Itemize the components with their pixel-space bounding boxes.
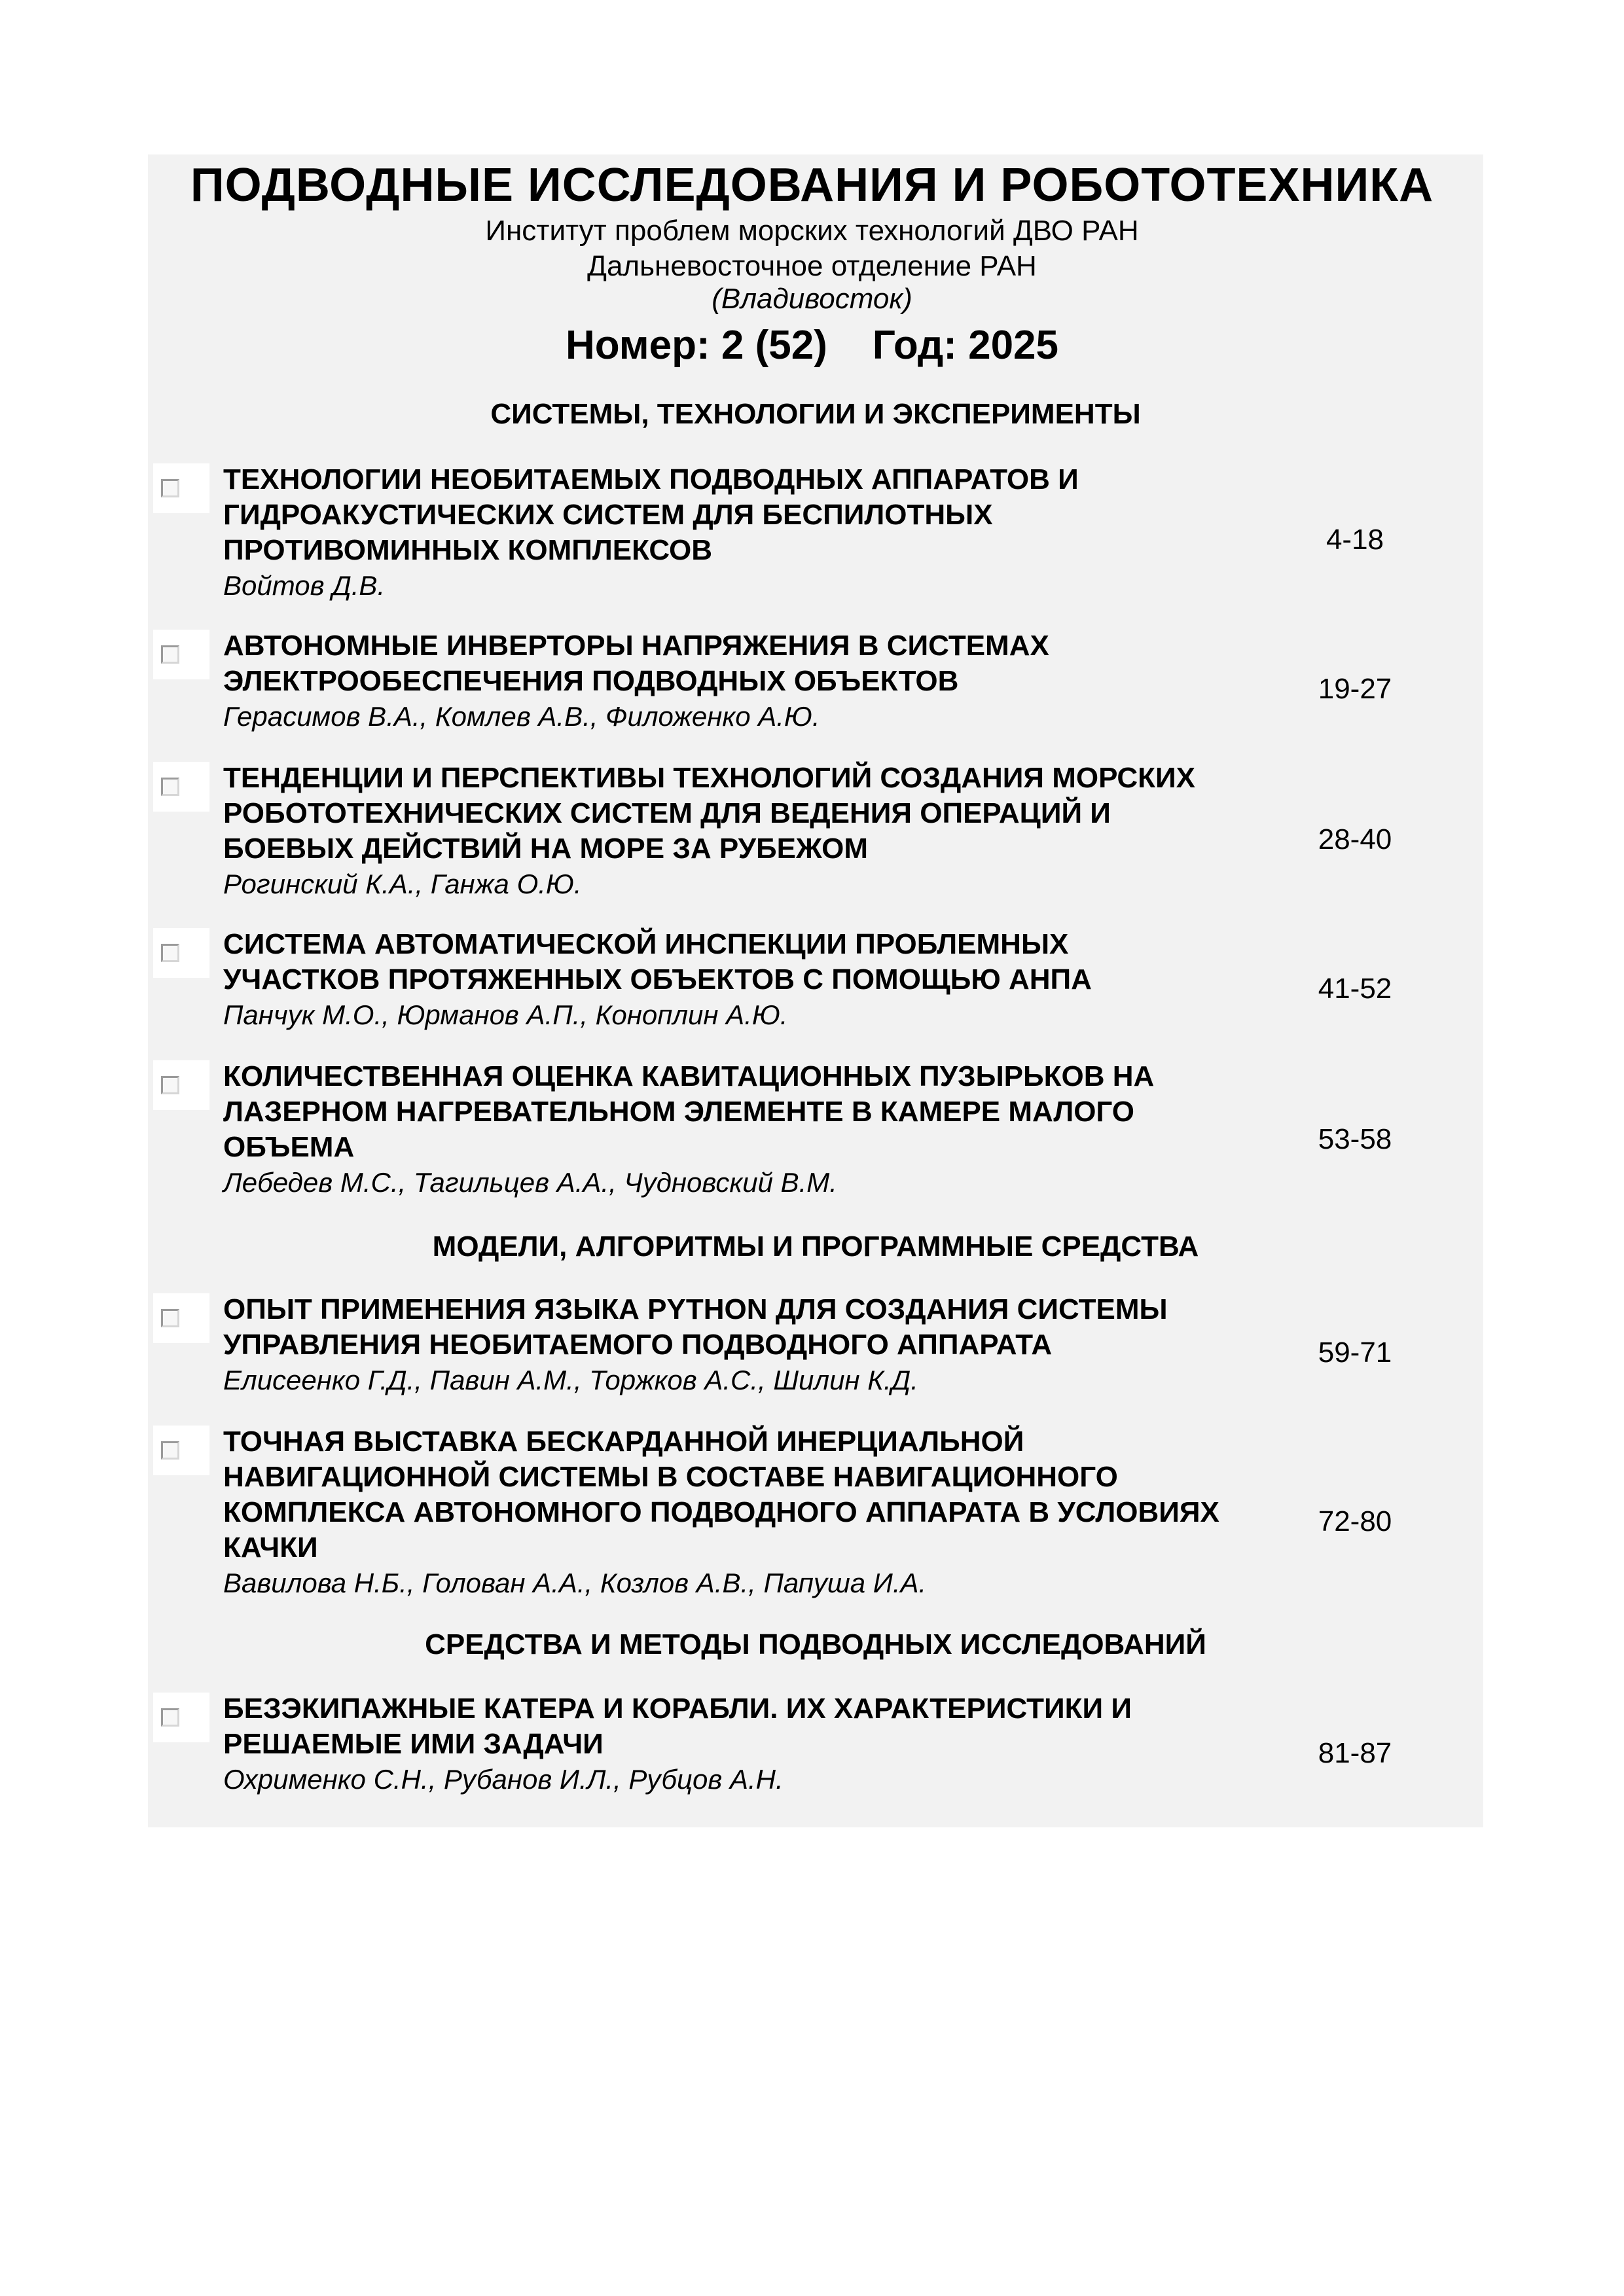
- article-pages: 41-52: [1318, 973, 1392, 1005]
- checkbox-icon: [161, 1441, 179, 1460]
- article-authors: Охрименко С.Н., Рубанов И.Л., Рубцов А.Н.: [223, 1764, 784, 1795]
- article-pages: 81-87: [1318, 1737, 1392, 1769]
- section-heading: СРЕДСТВА И МЕТОДЫ ПОДВОДНЫХ ИССЛЕДОВАНИЙ: [425, 1628, 1206, 1660]
- checkbox-icon: [161, 1309, 179, 1327]
- article-checkbox[interactable]: [153, 1426, 209, 1475]
- institute-name: Институт проблем морских технологий ДВО РАН: [485, 215, 1139, 247]
- checkbox-icon: [161, 778, 179, 796]
- article-authors: Лебедев М.С., Тагильцев А.А., Чудновский В.М.: [223, 1167, 837, 1198]
- article-pages: 28-40: [1318, 823, 1392, 855]
- article-title[interactable]: ОПЫТ ПРИМЕНЕНИЯ ЯЗЫКА PYTHON ДЛЯ СОЗДАНИЯ СИСТЕМЫ УПРАВЛЕНИЯ НЕОБИТАЕМОГО ПОДВОДНОГО АППАРАТА: [223, 1293, 1168, 1361]
- article-title[interactable]: ТЕНДЕНЦИИ И ПЕРСПЕКТИВЫ ТЕХНОЛОГИЙ СОЗДАНИЯ МОРСКИХ РОБОТОТЕХНИЧЕСКИХ СИСТЕМ ДЛЯ ВЕДЕНИЯ ОПЕРАЦИЙ И БОЕВЫХ ДЕЙСТВИЙ НА МОРЕ ЗА РУБЕЖОМ: [223, 762, 1195, 865]
- section-heading: СИСТЕМЫ, ТЕХНОЛОГИИ И ЭКСПЕРИМЕНТЫ: [490, 398, 1141, 430]
- article-authors: Герасимов В.А., Комлев А.В., Филоженко А.Ю.: [223, 701, 820, 732]
- article-title[interactable]: СИСТЕМА АВТОМАТИЧЕСКОЙ ИНСПЕКЦИИ ПРОБЛЕМНЫХ УЧАСТКОВ ПРОТЯЖЕННЫХ ОБЪЕКТОВ С ПОМОЩЬЮ АНПА: [223, 928, 1092, 996]
- city-name: (Владивосток): [712, 283, 912, 315]
- article-authors: Вавилова Н.Б., Голован А.А., Козлов А.В., Папуша И.А.: [223, 1568, 927, 1598]
- article-title[interactable]: АВТОНОМНЫЕ ИНВЕРТОРЫ НАПРЯЖЕНИЯ В СИСТЕМАХ ЭЛЕКТРООБЕСПЕЧЕНИЯ ПОДВОДНЫХ ОБЪЕКТОВ: [223, 630, 1049, 697]
- issue-info: Номер: 2 (52) Год: 2025: [565, 323, 1059, 368]
- checkbox-icon: [161, 1076, 179, 1094]
- article-checkbox[interactable]: [153, 928, 209, 978]
- article-pages: 53-58: [1318, 1123, 1392, 1155]
- article-authors: Рогинский К.А., Ганжа О.Ю.: [223, 869, 582, 899]
- article-title[interactable]: БЕЗЭКИПАЖНЫЕ КАТЕРА И КОРАБЛИ. ИХ ХАРАКТЕРИСТИКИ И РЕШАЕМЫЕ ИМИ ЗАДАЧИ: [223, 1693, 1132, 1760]
- article-pages: 59-71: [1318, 1336, 1392, 1369]
- article-pages: 19-27: [1318, 673, 1392, 705]
- article-authors: Войтов Д.В.: [223, 570, 386, 601]
- article-pages: 72-80: [1318, 1505, 1392, 1537]
- article-checkbox[interactable]: [153, 1060, 209, 1110]
- article-pages: 4-18: [1326, 524, 1384, 556]
- article-checkbox[interactable]: [153, 463, 209, 513]
- section-heading: МОДЕЛИ, АЛГОРИТМЫ И ПРОГРАММНЫЕ СРЕДСТВА: [432, 1230, 1199, 1263]
- checkbox-icon: [161, 944, 179, 962]
- article-title[interactable]: КОЛИЧЕСТВЕННАЯ ОЦЕНКА КАВИТАЦИОННЫХ ПУЗЫРЬКОВ НА ЛАЗЕРНОМ НАГРЕВАТЕЛЬНОМ ЭЛЕМЕНТЕ В КАМЕРЕ МАЛОГО ОБЪЕМА: [223, 1060, 1155, 1163]
- article-checkbox[interactable]: [153, 630, 209, 679]
- checkbox-icon: [161, 645, 179, 664]
- article-authors: Панчук М.О., Юрманов А.П., Коноплин А.Ю.: [223, 999, 788, 1030]
- article-authors: Елисеенко Г.Д., Павин А.М., Торжков А.С., Шилин К.Д.: [223, 1365, 918, 1395]
- article-checkbox[interactable]: [153, 1693, 209, 1742]
- journal-title: ПОДВОДНЫЕ ИССЛЕДОВАНИЯ И РОБОТОТЕХНИКА: [190, 159, 1434, 211]
- checkbox-icon: [161, 479, 179, 497]
- article-checkbox[interactable]: [153, 1293, 209, 1343]
- branch-name: Дальневосточное отделение РАН: [587, 250, 1037, 282]
- article-title[interactable]: ТЕХНОЛОГИИ НЕОБИТАЕМЫХ ПОДВОДНЫХ АППАРАТОВ И ГИДРОАКУСТИЧЕСКИХ СИСТЕМ ДЛЯ БЕСПИЛОТНЫХ ПРОТИВОМИННЫХ КОМПЛЕКСОВ: [223, 463, 1079, 566]
- checkbox-icon: [161, 1708, 179, 1727]
- article-checkbox[interactable]: [153, 762, 209, 812]
- article-title[interactable]: ТОЧНАЯ ВЫСТАВКА БЕСКАРДАННОЙ ИНЕРЦИАЛЬНОЙ НАВИГАЦИОННОЙ СИСТЕМЫ В СОСТАВЕ НАВИГАЦИОННОГО КОМПЛЕКСА АВТОНОМНОГО ПОДВОДНОГО АППАРАТА В УСЛОВИЯХ КАЧКИ: [223, 1426, 1219, 1564]
